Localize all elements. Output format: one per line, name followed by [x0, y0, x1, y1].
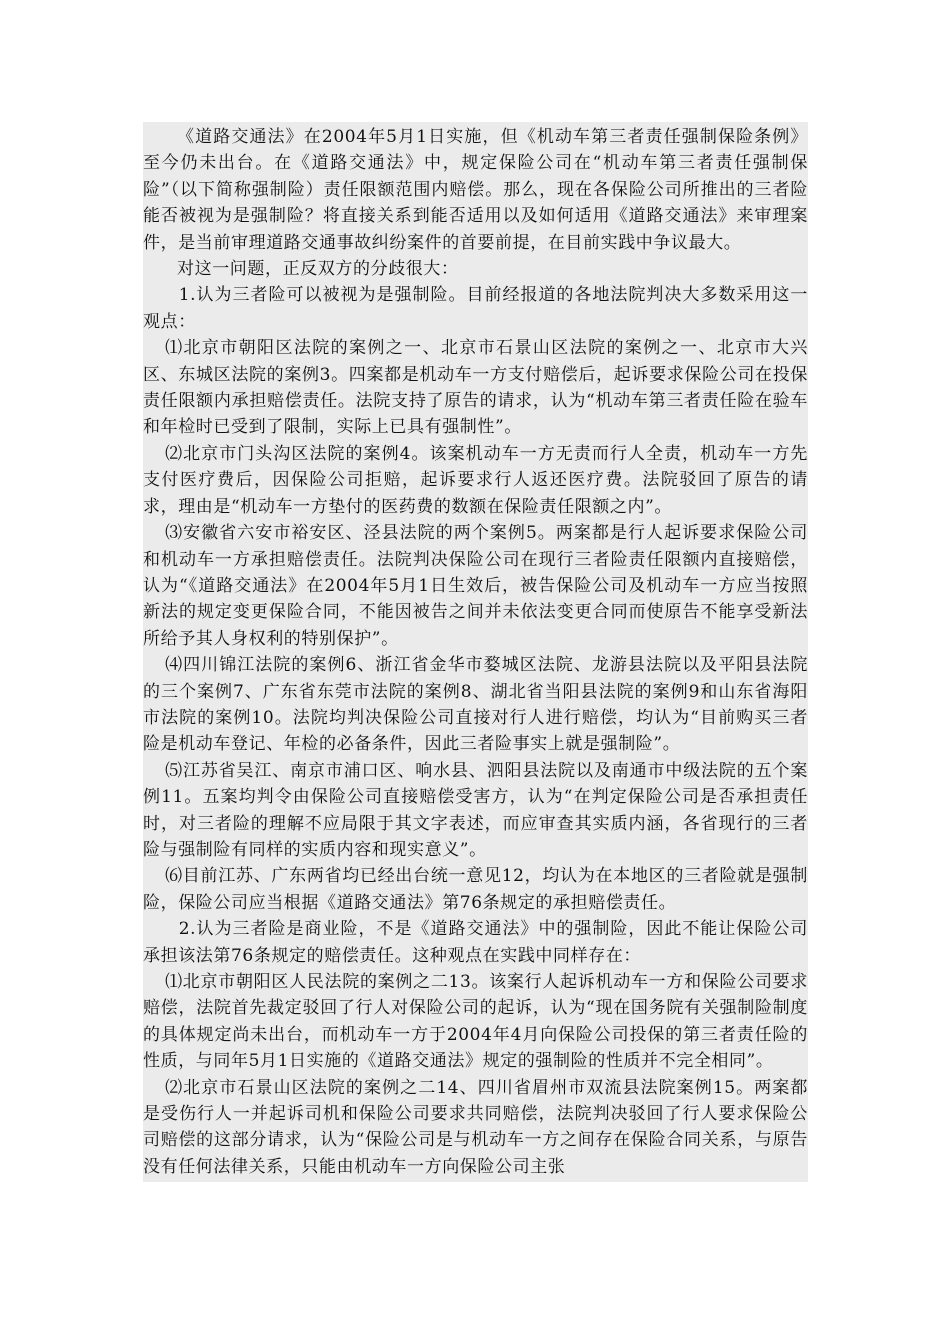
paragraph-case-1-3: ⑶安徽省六安市裕安区、泾县法院的两个案例5。两案都是行人起诉要求保险公司和机动车一方承担赔偿责任。法院判决保险公司在现行三者险责任限额内直接赔偿，认为“《道路交通法》在2004年5月1日生效后，被告保险公司及机动车一方应当按照新法的规定变更保险合同，不能因被告之间并未依法变更合同而使原告不能享受新法所给予其人身权利的特别保护”。: [143, 523, 808, 649]
paragraph-case-1-1: ⑴北京市朝阳区法院的案例之一、北京市石景山区法院的案例之一、北京市大兴区、东城区法院的案例3。四案都是机动车一方支付赔偿后，起诉要求保险公司在投保责任限额内承担赔偿责任。法院支持了原告的请求，认为“机动车第三者责任险在验车和年检时已受到了限制，实际上已具有强制性”。: [143, 338, 808, 438]
paragraph-case-1-5: ⑸江苏省吴江、南京市浦口区、响水县、泗阳县法院以及南通市中级法院的五个案例11。五案均判令由保险公司直接赔偿受害方，认为“在判定保险公司是否承担责任时，对三者险的理解不应局限于其文字表述，而应审查其实质内涵，各省现行的三者险与强制险有同样的实质内容和现实意义”。: [143, 760, 808, 860]
paragraph-intro: 《道路交通法》在2004年5月1日实施，但《机动车第三者责任强制保险条例》至今仍未出台。在《道路交通法》中，规定保险公司在“机动车第三者责任强制保险”（以下简称强制险）责任限额范围内赔偿。那么，现在各保险公司所推出的三者险能否被视为是强制险？将直接关系到能否适用以及如何适用《道路交通法》来审理案件，是当前审理道路交通事故纠纷案件的首要前提，在目前实践中争议最大。: [143, 127, 808, 253]
document-body: [143, 122, 808, 1182]
paragraph-view-2: 2.认为三者险是商业险，不是《道路交通法》中的强制险，因此不能让保险公司承担该法第76条规定的赔偿责任。这种观点在实践中同样存在：: [143, 919, 808, 966]
paragraph-case-1-6: ⑹目前江苏、广东两省均已经出台统一意见12，均认为在本地区的三者险就是强制险，保险公司应当根据《道路交通法》第76条规定的承担赔偿责任。: [143, 866, 808, 913]
paragraph-case-2-1: ⑴北京市朝阳区人民法院的案例之二13。该案行人起诉机动车一方和保险公司要求赔偿，法院首先裁定驳回了行人对保险公司的起诉，认为“现在国务院有关强制险制度的具体规定尚未出台，而机动车一方于2004年4月向保险公司投保的第三者责任险的性质，与同年5月1日实施的《道路交通法》规定的强制险的性质并不完全相同”。: [143, 972, 808, 1072]
paragraph-view-1: 1.认为三者险可以被视为是强制险。目前经报道的各地法院判决大多数采用这一观点：: [143, 285, 808, 332]
paragraph-case-2-2: ⑵北京市石景山区法院的案例之二14、四川省眉州市双流县法院案例15。两案都是受伤行人一并起诉司机和保险公司要求共同赔偿，法院判决驳回了行人要求保险公司赔偿的这部分请求，认为“保险公司是与机动车一方之间存在保险合同关系，与原告没有任何法律关系，只能由机动车一方向保险公司主张: [143, 1077, 808, 1177]
paragraph-divergence: 对这一问题，正反双方的分歧很大：: [177, 259, 459, 280]
paragraph-case-1-4: ⑷四川锦江法院的案例6、浙江省金华市婺城区法院、龙游县法院以及平阳县法院的三个案例7、广东省东莞市法院的案例8、湖北省当阳县法院的案例9和山东省海阳市法院的案例10。法院均判决保险公司直接对行人进行赔偿，均认为“目前购买三者险是机动车登记、年检的必备条件，因此三者险事实上就是强制险”。: [143, 655, 808, 755]
paragraph-case-1-2: ⑵北京市门头沟区法院的案例4。该案机动车一方无责而行人全责，机动车一方先支付医疗费后，因保险公司拒赔，起诉要求行人返还医疗费。法院驳回了原告的请求，理由是“机动车一方垫付的医药费的数额在保险责任限额之内”。: [143, 443, 808, 517]
